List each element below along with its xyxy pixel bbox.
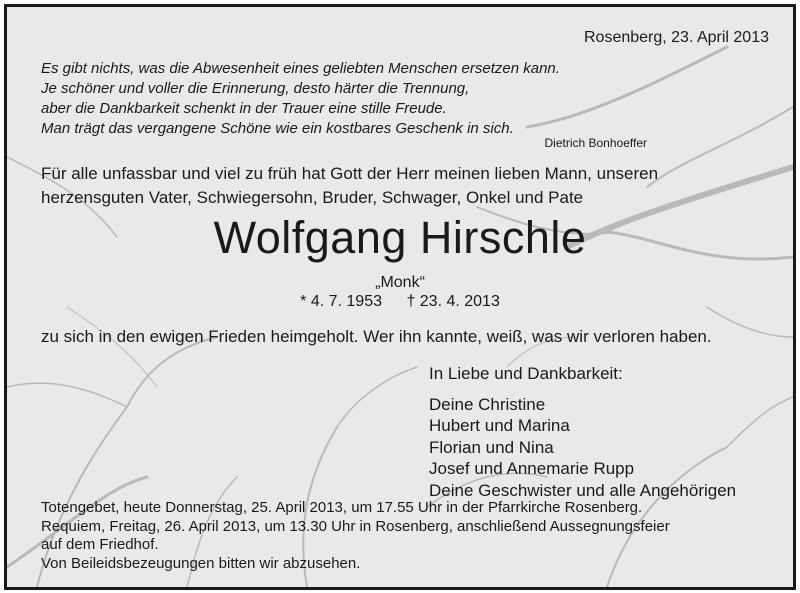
life-dates xyxy=(7,293,793,311)
mourner-name: Deine Geschwister und alle Angehörigen xyxy=(429,480,737,500)
quote xyxy=(41,59,560,139)
birth-date: * 4. 7. 1953 xyxy=(300,293,382,310)
nickname: „Monk“ xyxy=(375,274,425,291)
intro-line: Für alle unfassbar und viel zu früh hat Gott der Herr meinen lieben Mann, unseren xyxy=(41,164,659,183)
service-line: Von Beileidsbezeugungen bitten wir abzusehen. xyxy=(41,554,361,572)
intro-text xyxy=(41,162,658,210)
mourner-name: Hubert und Marina xyxy=(429,416,570,435)
mourners-heading: In Liebe und Dankbarkeit: xyxy=(429,364,623,383)
place-date: Rosenberg, 23. April 2013 xyxy=(583,29,769,46)
mourners-list xyxy=(429,363,736,501)
intro-line: herzensguten Vater, Schwiegersohn, Bruder, Schwager, Onkel und Pate xyxy=(41,188,584,207)
obituary-notice xyxy=(4,4,796,590)
death-date: † 23. 4. 2013 xyxy=(406,293,500,310)
quote-line: Je schöner und voller die Erinnerung, desto härter die Trennung, xyxy=(41,80,470,97)
mourner-name: Deine Christine xyxy=(429,394,546,414)
service-info xyxy=(41,499,670,573)
mourner-name: Florian und Nina xyxy=(429,437,554,457)
notice-content xyxy=(7,7,793,587)
service-line: Totengebet, heute Donnerstag, 25. April 2013, um 17.55 Uhr in der Pfarrkirche Rosenberg. xyxy=(41,499,643,516)
quote-line: aber die Dankbarkeit schenkt in der Trauer eine stille Freude. xyxy=(41,100,447,117)
service-line: Requiem, Freitag, 26. April 2013, um 13.30 Uhr in Rosenberg, anschließend Aussegnungsfeier xyxy=(41,517,670,535)
quote-author: Dietrich Bonhoeffer xyxy=(544,136,647,150)
quote-line: Man trägt das vergangene Schöne wie ein kostbares Geschenk in sich. xyxy=(41,120,514,137)
closing-line: zu sich in den ewigen Frieden heimgeholt. Wer ihn kannte, weiß, was wir verloren haben. xyxy=(41,327,712,346)
service-line: auf dem Friedhof. xyxy=(41,536,159,553)
quote-line: Es gibt nichts, was die Abwesenheit eines geliebten Menschen ersetzen kann. xyxy=(41,60,560,77)
mourner-name: Josef und Annemarie Rupp xyxy=(429,459,635,478)
deceased-name: Wolfgang Hirschle xyxy=(213,212,587,263)
